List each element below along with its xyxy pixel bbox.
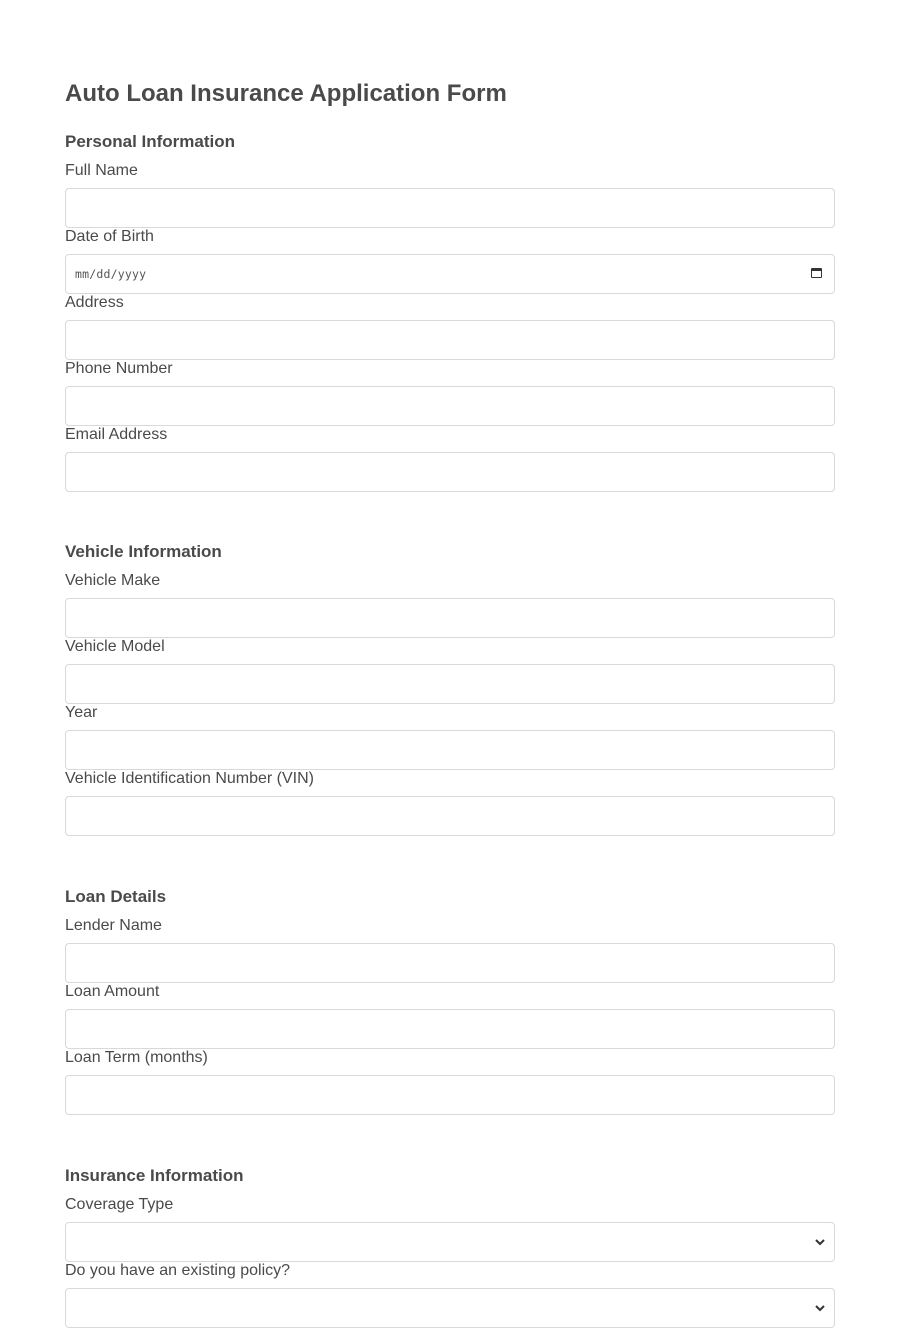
field-label: Address bbox=[65, 294, 124, 311]
section-vehicle-information bbox=[65, 542, 835, 836]
year-input[interactable] bbox=[65, 730, 835, 770]
address-input[interactable] bbox=[65, 320, 835, 360]
loan-amount-input[interactable] bbox=[65, 1009, 835, 1049]
coverage-type-select[interactable] bbox=[65, 1222, 835, 1262]
section-heading: Insurance Information bbox=[65, 1166, 244, 1185]
section-insurance-information bbox=[65, 1166, 835, 1328]
section-heading: Loan Details bbox=[65, 887, 167, 906]
loan-term-input[interactable] bbox=[65, 1075, 835, 1115]
field-label: Phone Number bbox=[65, 360, 173, 377]
field-vehicle-make bbox=[65, 572, 835, 638]
field-email-address bbox=[65, 426, 835, 492]
vin-input[interactable] bbox=[65, 796, 835, 836]
section-loan-details bbox=[65, 887, 835, 1115]
field-label: Date of Birth bbox=[65, 228, 154, 245]
field-existing-policy bbox=[65, 1262, 835, 1328]
field-label: Loan Term (months) bbox=[65, 1049, 208, 1066]
field-label: Lender Name bbox=[65, 917, 162, 934]
field-phone-number bbox=[65, 360, 835, 426]
field-full-name bbox=[65, 162, 835, 228]
field-label: Vehicle Make bbox=[65, 572, 161, 589]
field-label: Email Address bbox=[65, 426, 168, 443]
field-address bbox=[65, 294, 835, 360]
field-lender-name bbox=[65, 917, 835, 983]
field-label: Vehicle Model bbox=[65, 638, 165, 655]
field-vehicle-model bbox=[65, 638, 835, 704]
full-name-input[interactable] bbox=[65, 188, 835, 228]
lender-name-input[interactable] bbox=[65, 943, 835, 983]
field-label: Loan Amount bbox=[65, 983, 160, 1000]
section-heading: Vehicle Information bbox=[65, 542, 222, 561]
chevron-down-icon bbox=[814, 1302, 826, 1314]
calendar-icon[interactable] bbox=[811, 268, 822, 278]
field-coverage-type bbox=[65, 1196, 835, 1262]
section-heading: Personal Information bbox=[65, 132, 236, 151]
vehicle-model-input[interactable] bbox=[65, 664, 835, 704]
phone-number-input[interactable] bbox=[65, 386, 835, 426]
field-label: Do you have an existing policy? bbox=[65, 1262, 291, 1279]
field-date-of-birth bbox=[65, 228, 835, 294]
field-year bbox=[65, 704, 835, 770]
field-label: Year bbox=[65, 704, 98, 721]
existing-policy-select[interactable] bbox=[65, 1288, 835, 1328]
date-of-birth-input[interactable] bbox=[65, 254, 835, 294]
page-title: Auto Loan Insurance Application Form bbox=[65, 80, 507, 107]
vehicle-make-input[interactable] bbox=[65, 598, 835, 638]
field-label: Full Name bbox=[65, 162, 138, 179]
field-label: Coverage Type bbox=[65, 1196, 174, 1213]
email-address-input[interactable] bbox=[65, 452, 835, 492]
section-personal-information bbox=[65, 132, 835, 492]
chevron-down-icon bbox=[814, 1236, 826, 1248]
field-loan-amount bbox=[65, 983, 835, 1049]
field-vin bbox=[65, 770, 835, 836]
date-placeholder: mm/dd/yyyy bbox=[75, 267, 147, 281]
field-loan-term bbox=[65, 1049, 835, 1115]
field-label: Vehicle Identification Number (VIN) bbox=[65, 770, 314, 787]
